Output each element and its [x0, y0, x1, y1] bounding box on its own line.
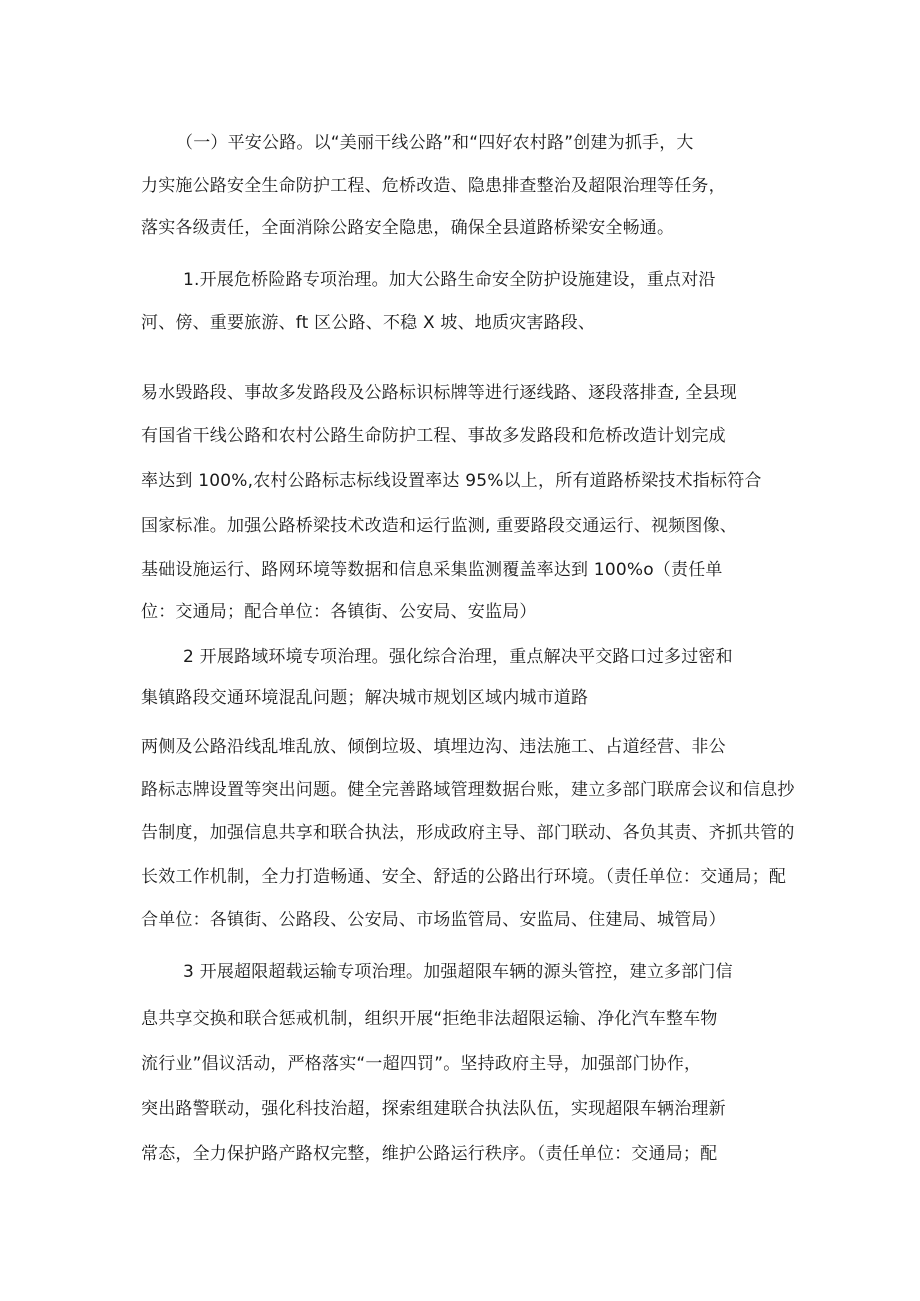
- item1-line-7: 基础设施运行、路网环境等数据和信息采集监测覆盖率达到 100%o（责任单: [141, 560, 723, 580]
- item1-line-3: 易水毁路段、事故多发路段及公路标识标牌等进行逐线路、逐段落排查, 全县现: [141, 383, 738, 403]
- section1-line-3: 落实各级责任，全面消除公路安全隐患，确保全县道路桥梁安全畅通。: [141, 218, 675, 238]
- item2-line-6: 长效工作机制，全力打造畅通、安全、舒适的公路出行环境。（责任单位：交通局；配: [141, 867, 787, 887]
- section1-line-2: 力实施公路安全生命防护工程、危桥改造、隐患排查整治及超限治理等任务，: [141, 176, 726, 196]
- item3-line-3: 流行业”倡议活动，严格落实“一超四罚”。坚持政府主导，加强部门协作，: [141, 1054, 702, 1074]
- item1-line-5: 率达到 100%,农村公路标志标线设置率达 95%以上，所有道路桥梁技术指标符合: [141, 471, 762, 491]
- item3-line-5: 常态，全力保护路产路权完整，维护公路运行秩序。（责任单位：交通局；配: [141, 1144, 718, 1164]
- item1-line-8: 位：交通局；配合单位：各镇街、公安局、安监局）: [141, 602, 537, 622]
- item2-line-3: 两侧及公路沿线乱堆乱放、倾倒垃圾、填埋边沟、违法施工、占道经营、非公: [141, 737, 726, 757]
- item2-line-4: 路标志牌设置等突出问题。健全完善路域管理数据台账，建立多部门联席会议和信息抄: [141, 780, 795, 800]
- section1-line-1: （一）平安公路。以“美丽干线公路”和“四好农村路”创建为抓手，大: [176, 133, 694, 153]
- item3-line-2: 息共享交换和联合惩戒机制，组织开展“拒绝非法超限运输、净化汽车整车物: [141, 1009, 718, 1029]
- item1-line-4: 有国省干线公路和农村公路生命防护工程、事故多发路段和危桥改造计划完成: [141, 426, 726, 446]
- item1-line-2: 河、傍、重要旅游、ft 区公路、不稳 X 坡、地质灾害路段、: [141, 313, 596, 333]
- item3-line-4: 突出路警联动，强化科技治超，探索组建联合执法队伍，实现超限车辆治理新: [141, 1099, 726, 1119]
- item2-line-5: 告制度，加强信息共享和联合执法，形成政府主导、部门联动、各负其责、齐抓共管的: [141, 823, 795, 843]
- item2-line-7: 合单位：各镇街、公路段、公安局、市场监管局、安监局、住建局、城管局）: [141, 910, 726, 930]
- item3-line-1: 3 开展超限超载运输专项治理。加强超限车辆的源头管控，建立多部门信: [183, 962, 733, 982]
- item1-line-6: 国家标准。加强公路桥梁技术改造和运行监测, 重要路段交通运行、视频图像、: [141, 516, 738, 536]
- item2-line-1: 2 开展路域环境专项治理。强化综合治理，重点解决平交路口过多过密和: [183, 647, 733, 667]
- item1-line-1: 1.开展危桥险路专项治理。加大公路生命安全防护设施建设，重点对沿: [183, 270, 716, 290]
- item2-line-2: 集镇路段交通环境混乱问题；解决城市规划区域内城市道路: [141, 688, 589, 708]
